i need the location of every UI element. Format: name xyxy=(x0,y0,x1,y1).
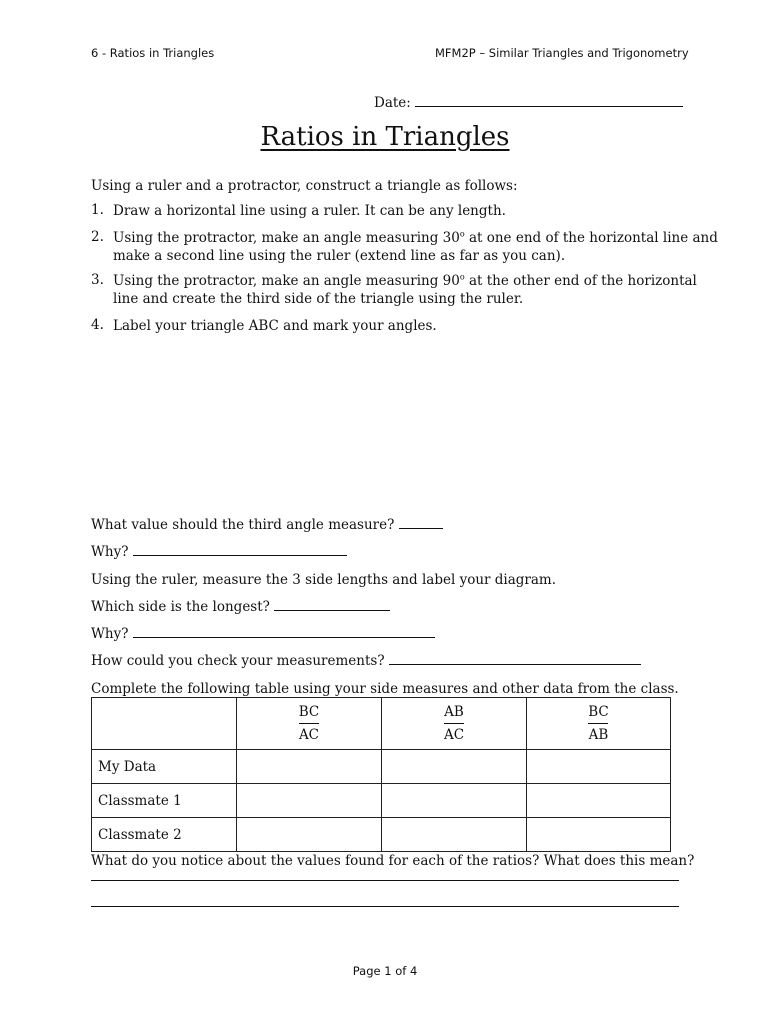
answer-blank[interactable] xyxy=(389,652,641,665)
fraction-bar xyxy=(588,723,608,724)
fraction-numerator: BC xyxy=(588,704,609,720)
table-cell[interactable] xyxy=(237,750,382,784)
step-text xyxy=(113,272,697,308)
row-label: Classmate 2 xyxy=(92,818,237,852)
fraction-bar xyxy=(299,723,319,724)
ratio-fraction xyxy=(588,703,609,744)
fraction-numerator: AB xyxy=(444,704,464,720)
longest-side-question xyxy=(91,598,390,616)
ratio-header-cell xyxy=(237,698,382,750)
step-text-part: make a second line using the ruler (extend line as far as you can). xyxy=(113,248,566,264)
question-text: Why? xyxy=(91,544,129,560)
notice-question: What do you notice about the values found for each of the ratios? What does this mean? xyxy=(91,853,695,869)
ratio-fraction xyxy=(299,703,320,744)
check-question xyxy=(91,652,641,670)
table-cell[interactable] xyxy=(237,818,382,852)
step-text xyxy=(113,229,718,265)
step-text-part: Using the protractor, make an angle measuring 90 xyxy=(113,273,460,289)
answer-blank[interactable] xyxy=(133,625,435,638)
step-number: 3. xyxy=(91,272,104,288)
step-number: 4. xyxy=(91,317,104,333)
degree-mark: o xyxy=(459,272,465,282)
table-cell[interactable] xyxy=(527,750,671,784)
table-row xyxy=(92,818,671,852)
fraction-denominator: AB xyxy=(588,727,609,743)
measure-instruction: Using the ruler, measure the 3 side lengths and label your diagram. xyxy=(91,572,557,588)
header-left: 6 - Ratios in Triangles xyxy=(91,46,215,60)
step-number: 2. xyxy=(91,229,104,245)
question-text: Why? xyxy=(91,626,129,642)
answer-blank[interactable] xyxy=(133,543,347,556)
answer-blank[interactable] xyxy=(399,516,443,529)
table-row xyxy=(92,750,671,784)
date-field xyxy=(374,94,683,112)
intro-text: Using a ruler and a protractor, construct a triangle as follows: xyxy=(91,178,518,194)
fraction-denominator: AC xyxy=(298,727,320,743)
page-title: Ratios in Triangles xyxy=(260,122,510,152)
row-label: My Data xyxy=(92,750,237,784)
table-cell[interactable] xyxy=(527,784,671,818)
table-corner-cell xyxy=(92,698,237,750)
answer-line[interactable] xyxy=(91,880,679,881)
why-question-1 xyxy=(91,543,347,561)
degree-mark: o xyxy=(459,229,465,239)
table-cell[interactable] xyxy=(382,750,527,784)
fraction-bar xyxy=(444,723,464,724)
table-header-row xyxy=(92,698,671,750)
table-row xyxy=(92,784,671,818)
step-text-part: at one end of the horizontal line and xyxy=(464,230,718,246)
step-text-part: Using the protractor, make an angle measuring 30 xyxy=(113,230,460,246)
step-text-part: line and create the third side of the triangle using the ruler. xyxy=(113,291,524,307)
step-number: 1. xyxy=(91,202,104,218)
question-text: What value should the third angle measure? xyxy=(91,517,395,533)
ratio-fraction xyxy=(444,703,464,744)
page-number: Page 1 of 4 xyxy=(352,964,418,978)
table-cell[interactable] xyxy=(237,784,382,818)
question-text: How could you check your measurements? xyxy=(91,653,385,669)
step-text: Label your triangle ABC and mark your angles. xyxy=(113,318,437,334)
header-right: MFM2P – Similar Triangles and Trigonometry xyxy=(435,46,689,60)
table-cell[interactable] xyxy=(382,784,527,818)
answer-line[interactable] xyxy=(91,906,679,907)
question-text: Which side is the longest? xyxy=(91,599,270,615)
third-angle-question xyxy=(91,516,443,534)
table-cell[interactable] xyxy=(382,818,527,852)
row-label: Classmate 1 xyxy=(92,784,237,818)
ratios-table xyxy=(91,697,671,852)
step-text: Draw a horizontal line using a ruler. It can be any length. xyxy=(113,203,506,219)
why-question-2 xyxy=(91,625,435,643)
fraction-denominator: AC xyxy=(443,727,465,743)
date-label: Date: xyxy=(374,95,411,111)
ratio-header-cell xyxy=(527,698,671,750)
table-cell[interactable] xyxy=(527,818,671,852)
step-text-part: at the other end of the horizontal xyxy=(464,273,697,289)
ratio-header-cell xyxy=(382,698,527,750)
date-blank[interactable] xyxy=(415,94,683,107)
table-instruction: Complete the following table using your side measures and other data from the class. xyxy=(91,681,679,697)
answer-blank[interactable] xyxy=(274,598,390,611)
fraction-numerator: BC xyxy=(298,704,320,720)
